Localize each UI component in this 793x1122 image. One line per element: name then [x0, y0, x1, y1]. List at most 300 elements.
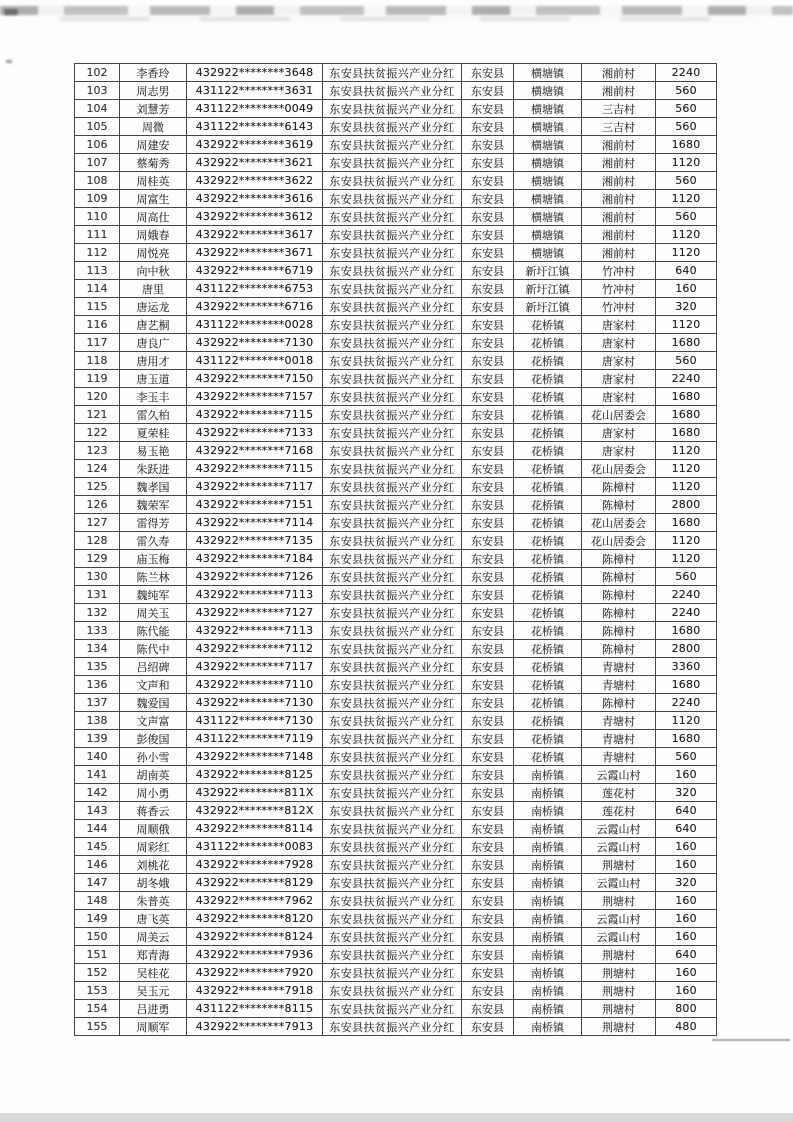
cell-no: 124	[75, 460, 120, 478]
cell-county: 东安县	[462, 820, 514, 838]
cell-county: 东安县	[462, 766, 514, 784]
cell-county: 东安县	[462, 856, 514, 874]
cell-town: 花桥镇	[514, 586, 582, 604]
cell-no: 155	[75, 1018, 120, 1036]
cell-county: 东安县	[462, 262, 514, 280]
cell-id: 431122********7130	[187, 712, 323, 730]
cell-village: 莲花村	[582, 802, 656, 820]
cell-name: 李香玲	[120, 64, 187, 82]
cell-amount: 560	[656, 100, 717, 118]
cell-village: 花山居委会	[582, 460, 656, 478]
cell-project: 东安县扶贫振兴产业分红	[323, 262, 462, 280]
cell-amount: 1680	[656, 514, 717, 532]
cell-amount: 160	[656, 982, 717, 1000]
scan-speck-top-left	[4, 9, 18, 15]
cell-village: 花山居委会	[582, 514, 656, 532]
cell-town: 花桥镇	[514, 514, 582, 532]
cell-no: 145	[75, 838, 120, 856]
cell-no: 146	[75, 856, 120, 874]
cell-no: 106	[75, 136, 120, 154]
cell-id: 432922********3612	[187, 208, 323, 226]
cell-project: 东安县扶贫振兴产业分红	[323, 388, 462, 406]
cell-amount: 1680	[656, 424, 717, 442]
cell-no: 141	[75, 766, 120, 784]
cell-no: 114	[75, 280, 120, 298]
cell-id: 431122********7119	[187, 730, 323, 748]
cell-project: 东安县扶贫振兴产业分红	[323, 316, 462, 334]
cell-village: 三吉村	[582, 100, 656, 118]
cell-town: 花桥镇	[514, 658, 582, 676]
cell-village: 云霞山村	[582, 874, 656, 892]
cell-no: 120	[75, 388, 120, 406]
cell-no: 107	[75, 154, 120, 172]
cell-project: 东安县扶贫振兴产业分红	[323, 568, 462, 586]
cell-county: 东安县	[462, 172, 514, 190]
cell-name: 周建安	[120, 136, 187, 154]
cell-county: 东安县	[462, 730, 514, 748]
cell-amount: 2800	[656, 640, 717, 658]
cell-id: 432922********8125	[187, 766, 323, 784]
cell-name: 刘慧芳	[120, 100, 187, 118]
cell-no: 115	[75, 298, 120, 316]
cell-name: 蔡菊秀	[120, 154, 187, 172]
cell-village: 荆塘村	[582, 1000, 656, 1018]
cell-village: 三吉村	[582, 118, 656, 136]
table-row	[75, 640, 717, 658]
cell-village: 陈樟村	[582, 586, 656, 604]
cell-name: 吕绍碑	[120, 658, 187, 676]
table-row	[75, 388, 717, 406]
cell-amount: 1120	[656, 190, 717, 208]
cell-no: 149	[75, 910, 120, 928]
cell-id: 432922********8114	[187, 820, 323, 838]
cell-amount: 1120	[656, 154, 717, 172]
cell-town: 南桥镇	[514, 1018, 582, 1036]
cell-county: 东安县	[462, 604, 514, 622]
cell-village: 花山居委会	[582, 406, 656, 424]
cell-village: 陈樟村	[582, 622, 656, 640]
table-row	[75, 64, 717, 82]
cell-id: 432922********7913	[187, 1018, 323, 1036]
cell-town: 横塘镇	[514, 172, 582, 190]
cell-project: 东安县扶贫振兴产业分红	[323, 604, 462, 622]
cell-id: 432922********3619	[187, 136, 323, 154]
cell-project: 东安县扶贫振兴产业分红	[323, 640, 462, 658]
cell-county: 东安县	[462, 280, 514, 298]
cell-project: 东安县扶贫振兴产业分红	[323, 766, 462, 784]
table-row	[75, 514, 717, 532]
cell-county: 东安县	[462, 1000, 514, 1018]
cell-id: 432922********3622	[187, 172, 323, 190]
cell-county: 东安县	[462, 874, 514, 892]
cell-name: 魏爱国	[120, 694, 187, 712]
cell-no: 126	[75, 496, 120, 514]
cell-town: 新圩江镇	[514, 280, 582, 298]
cell-county: 东安县	[462, 424, 514, 442]
table-row	[75, 550, 717, 568]
cell-project: 东安县扶贫振兴产业分红	[323, 910, 462, 928]
cell-town: 横塘镇	[514, 64, 582, 82]
cell-town: 南桥镇	[514, 784, 582, 802]
cell-project: 东安县扶贫振兴产业分红	[323, 118, 462, 136]
cell-amount: 560	[656, 208, 717, 226]
cell-town: 花桥镇	[514, 442, 582, 460]
cell-project: 东安县扶贫振兴产业分红	[323, 964, 462, 982]
cell-county: 东安县	[462, 892, 514, 910]
table-row	[75, 424, 717, 442]
cell-no: 123	[75, 442, 120, 460]
cell-name: 唐运龙	[120, 298, 187, 316]
cell-id: 431122********0028	[187, 316, 323, 334]
cell-village: 青塘村	[582, 748, 656, 766]
cell-project: 东安县扶贫振兴产业分红	[323, 496, 462, 514]
cell-project: 东安县扶贫振兴产业分红	[323, 100, 462, 118]
cell-no: 102	[75, 64, 120, 82]
cell-village: 湘前村	[582, 244, 656, 262]
cell-town: 南桥镇	[514, 1000, 582, 1018]
table-row	[75, 748, 717, 766]
cell-id: 432922********7962	[187, 892, 323, 910]
cell-amount: 1120	[656, 244, 717, 262]
cell-id: 432922********7148	[187, 748, 323, 766]
cell-project: 东安县扶贫振兴产业分红	[323, 190, 462, 208]
cell-town: 南桥镇	[514, 856, 582, 874]
cell-project: 东安县扶贫振兴产业分红	[323, 154, 462, 172]
table-row	[75, 280, 717, 298]
cell-village: 荆塘村	[582, 982, 656, 1000]
table-row	[75, 766, 717, 784]
cell-no: 122	[75, 424, 120, 442]
cell-id: 432922********7920	[187, 964, 323, 982]
cell-id: 432922********7130	[187, 334, 323, 352]
cell-project: 东安县扶贫振兴产业分红	[323, 730, 462, 748]
cell-project: 东安县扶贫振兴产业分红	[323, 442, 462, 460]
cell-village: 云霞山村	[582, 838, 656, 856]
table-row	[75, 226, 717, 244]
cell-village: 荆塘村	[582, 964, 656, 982]
cell-village: 云霞山村	[582, 766, 656, 784]
cell-county: 东安县	[462, 640, 514, 658]
cell-town: 横塘镇	[514, 118, 582, 136]
cell-county: 东安县	[462, 370, 514, 388]
cell-county: 东安县	[462, 334, 514, 352]
cell-amount: 320	[656, 784, 717, 802]
cell-no: 138	[75, 712, 120, 730]
table-row	[75, 154, 717, 172]
cell-village: 唐家村	[582, 370, 656, 388]
cell-id: 432922********7133	[187, 424, 323, 442]
cell-town: 南桥镇	[514, 874, 582, 892]
cell-project: 东安县扶贫振兴产业分红	[323, 226, 462, 244]
cell-name: 吴桂花	[120, 964, 187, 982]
cell-county: 东安县	[462, 550, 514, 568]
cell-no: 127	[75, 514, 120, 532]
cell-county: 东安县	[462, 928, 514, 946]
cell-name: 朱跃进	[120, 460, 187, 478]
cell-village: 荆塘村	[582, 1018, 656, 1036]
cell-village: 湘前村	[582, 136, 656, 154]
cell-town: 花桥镇	[514, 496, 582, 514]
table-row	[75, 406, 717, 424]
cell-id: 432922********3621	[187, 154, 323, 172]
cell-project: 东安县扶贫振兴产业分红	[323, 892, 462, 910]
cell-id: 432922********6716	[187, 298, 323, 316]
cell-no: 154	[75, 1000, 120, 1018]
cell-project: 东安县扶贫振兴产业分红	[323, 586, 462, 604]
cell-village: 唐家村	[582, 352, 656, 370]
cell-amount: 160	[656, 856, 717, 874]
cell-id: 431122********0049	[187, 100, 323, 118]
table-row	[75, 784, 717, 802]
cell-no: 137	[75, 694, 120, 712]
cell-town: 花桥镇	[514, 316, 582, 334]
table-row	[75, 658, 717, 676]
cell-name: 庙玉梅	[120, 550, 187, 568]
cell-county: 东安县	[462, 982, 514, 1000]
cell-amount: 160	[656, 892, 717, 910]
cell-amount: 560	[656, 352, 717, 370]
cell-no: 103	[75, 82, 120, 100]
cell-id: 432922********7113	[187, 622, 323, 640]
table-row	[75, 838, 717, 856]
table-row	[75, 442, 717, 460]
cell-county: 东安县	[462, 964, 514, 982]
cell-amount: 320	[656, 298, 717, 316]
cell-village: 湘前村	[582, 64, 656, 82]
cell-amount: 2800	[656, 496, 717, 514]
cell-project: 东安县扶贫振兴产业分红	[323, 928, 462, 946]
cell-town: 花桥镇	[514, 460, 582, 478]
cell-amount: 1680	[656, 406, 717, 424]
cell-county: 东安县	[462, 244, 514, 262]
cell-name: 周顺俄	[120, 820, 187, 838]
cell-village: 青塘村	[582, 730, 656, 748]
cell-village: 竹冲村	[582, 280, 656, 298]
cell-village: 莲花村	[582, 784, 656, 802]
cell-amount: 1680	[656, 676, 717, 694]
cell-county: 东安县	[462, 154, 514, 172]
cell-id: 432922********7928	[187, 856, 323, 874]
cell-county: 东安县	[462, 946, 514, 964]
cell-id: 432922********812X	[187, 802, 323, 820]
cell-town: 花桥镇	[514, 352, 582, 370]
cell-amount: 1120	[656, 712, 717, 730]
cell-county: 东安县	[462, 298, 514, 316]
cell-town: 花桥镇	[514, 406, 582, 424]
cell-name: 彭俊国	[120, 730, 187, 748]
table-row	[75, 532, 717, 550]
cell-village: 陈樟村	[582, 478, 656, 496]
cell-village: 唐家村	[582, 334, 656, 352]
cell-amount: 2240	[656, 586, 717, 604]
cell-no: 147	[75, 874, 120, 892]
cell-county: 东安县	[462, 136, 514, 154]
cell-village: 陈樟村	[582, 694, 656, 712]
cell-town: 花桥镇	[514, 676, 582, 694]
cell-town: 花桥镇	[514, 370, 582, 388]
cell-county: 东安县	[462, 802, 514, 820]
cell-amount: 640	[656, 262, 717, 280]
cell-county: 东安县	[462, 1018, 514, 1036]
table-row	[75, 298, 717, 316]
cell-name: 唐玉道	[120, 370, 187, 388]
cell-project: 东安县扶贫振兴产业分红	[323, 784, 462, 802]
cell-id: 432922********7126	[187, 568, 323, 586]
cell-amount: 800	[656, 1000, 717, 1018]
cell-id: 432922********7150	[187, 370, 323, 388]
table-row	[75, 370, 717, 388]
cell-county: 东安县	[462, 622, 514, 640]
cell-id: 432922********6719	[187, 262, 323, 280]
cell-name: 唐艺桐	[120, 316, 187, 334]
cell-name: 周彩红	[120, 838, 187, 856]
table-row	[75, 676, 717, 694]
cell-village: 唐家村	[582, 316, 656, 334]
cell-amount: 1680	[656, 388, 717, 406]
cell-county: 东安县	[462, 676, 514, 694]
cell-project: 东安县扶贫振兴产业分红	[323, 352, 462, 370]
table-row	[75, 802, 717, 820]
table-row	[75, 568, 717, 586]
cell-amount: 560	[656, 748, 717, 766]
cell-no: 113	[75, 262, 120, 280]
table-row	[75, 1000, 717, 1018]
cell-id: 431122********8115	[187, 1000, 323, 1018]
cell-name: 易玉艳	[120, 442, 187, 460]
cell-no: 109	[75, 190, 120, 208]
cell-name: 雷久寿	[120, 532, 187, 550]
cell-no: 139	[75, 730, 120, 748]
cell-amount: 160	[656, 910, 717, 928]
table-row	[75, 622, 717, 640]
cell-village: 湘前村	[582, 154, 656, 172]
cell-no: 119	[75, 370, 120, 388]
cell-id: 432922********8120	[187, 910, 323, 928]
cell-id: 432922********7918	[187, 982, 323, 1000]
cell-id: 432922********7130	[187, 694, 323, 712]
cell-county: 东安县	[462, 100, 514, 118]
cell-village: 湘前村	[582, 82, 656, 100]
cell-no: 134	[75, 640, 120, 658]
cell-no: 110	[75, 208, 120, 226]
cell-id: 432922********811X	[187, 784, 323, 802]
table-row	[75, 892, 717, 910]
cell-project: 东安县扶贫振兴产业分红	[323, 406, 462, 424]
table-row	[75, 874, 717, 892]
scan-strip-bottom-edge	[0, 1113, 793, 1122]
cell-id: 432922********7113	[187, 586, 323, 604]
cell-village: 湘前村	[582, 172, 656, 190]
cell-id: 432922********7168	[187, 442, 323, 460]
table-row	[75, 190, 717, 208]
cell-name: 向中秋	[120, 262, 187, 280]
cell-amount: 1680	[656, 334, 717, 352]
cell-amount: 560	[656, 568, 717, 586]
cell-amount: 1680	[656, 136, 717, 154]
cell-project: 东安县扶贫振兴产业分红	[323, 658, 462, 676]
cell-amount: 160	[656, 838, 717, 856]
cell-project: 东安县扶贫振兴产业分红	[323, 172, 462, 190]
cell-id: 432922********7115	[187, 406, 323, 424]
cell-id: 432922********7114	[187, 514, 323, 532]
cell-village: 陈樟村	[582, 568, 656, 586]
cell-name: 陈代中	[120, 640, 187, 658]
cell-village: 唐家村	[582, 388, 656, 406]
cell-project: 东安县扶贫振兴产业分红	[323, 676, 462, 694]
cell-id: 431122********0018	[187, 352, 323, 370]
cell-project: 东安县扶贫振兴产业分红	[323, 298, 462, 316]
cell-county: 东安县	[462, 460, 514, 478]
cell-county: 东安县	[462, 658, 514, 676]
cell-name: 周小勇	[120, 784, 187, 802]
cell-name: 文声和	[120, 676, 187, 694]
scan-smudge-bottom-right	[712, 1039, 790, 1041]
cell-name: 周志男	[120, 82, 187, 100]
cell-county: 东安县	[462, 586, 514, 604]
cell-name: 周微	[120, 118, 187, 136]
cell-amount: 560	[656, 82, 717, 100]
cell-project: 东安县扶贫振兴产业分红	[323, 802, 462, 820]
cell-id: 432922********7157	[187, 388, 323, 406]
cell-id: 432922********7115	[187, 460, 323, 478]
cell-town: 花桥镇	[514, 730, 582, 748]
cell-name: 周高仕	[120, 208, 187, 226]
cell-project: 东安县扶贫振兴产业分红	[323, 370, 462, 388]
cell-id: 432922********7936	[187, 946, 323, 964]
cell-project: 东安县扶贫振兴产业分红	[323, 244, 462, 262]
cell-town: 花桥镇	[514, 424, 582, 442]
cell-county: 东安县	[462, 496, 514, 514]
table-row	[75, 82, 717, 100]
scan-noise-band-secondary	[60, 17, 760, 21]
cell-id: 432922********7112	[187, 640, 323, 658]
cell-amount: 1680	[656, 730, 717, 748]
cell-village: 青塘村	[582, 712, 656, 730]
cell-no: 105	[75, 118, 120, 136]
cell-no: 125	[75, 478, 120, 496]
table-row	[75, 316, 717, 334]
cell-no: 142	[75, 784, 120, 802]
cell-county: 东安县	[462, 118, 514, 136]
cell-id: 431122********6143	[187, 118, 323, 136]
cell-town: 南桥镇	[514, 766, 582, 784]
table-row	[75, 856, 717, 874]
cell-project: 东安县扶贫振兴产业分红	[323, 946, 462, 964]
table-row	[75, 946, 717, 964]
cell-county: 东安县	[462, 316, 514, 334]
cell-amount: 560	[656, 172, 717, 190]
cell-county: 东安县	[462, 64, 514, 82]
cell-project: 东安县扶贫振兴产业分红	[323, 280, 462, 298]
cell-amount: 1120	[656, 478, 717, 496]
table-row	[75, 136, 717, 154]
cell-project: 东安县扶贫振兴产业分红	[323, 820, 462, 838]
cell-name: 吕进勇	[120, 1000, 187, 1018]
cell-amount: 3360	[656, 658, 717, 676]
cell-county: 东安县	[462, 226, 514, 244]
cell-no: 133	[75, 622, 120, 640]
table-row	[75, 478, 717, 496]
cell-id: 431122********6753	[187, 280, 323, 298]
cell-town: 花桥镇	[514, 694, 582, 712]
cell-project: 东安县扶贫振兴产业分红	[323, 460, 462, 478]
cell-id: 432922********8124	[187, 928, 323, 946]
table-row	[75, 1018, 717, 1036]
table-row	[75, 172, 717, 190]
cell-no: 148	[75, 892, 120, 910]
cell-no: 150	[75, 928, 120, 946]
cell-county: 东安县	[462, 838, 514, 856]
